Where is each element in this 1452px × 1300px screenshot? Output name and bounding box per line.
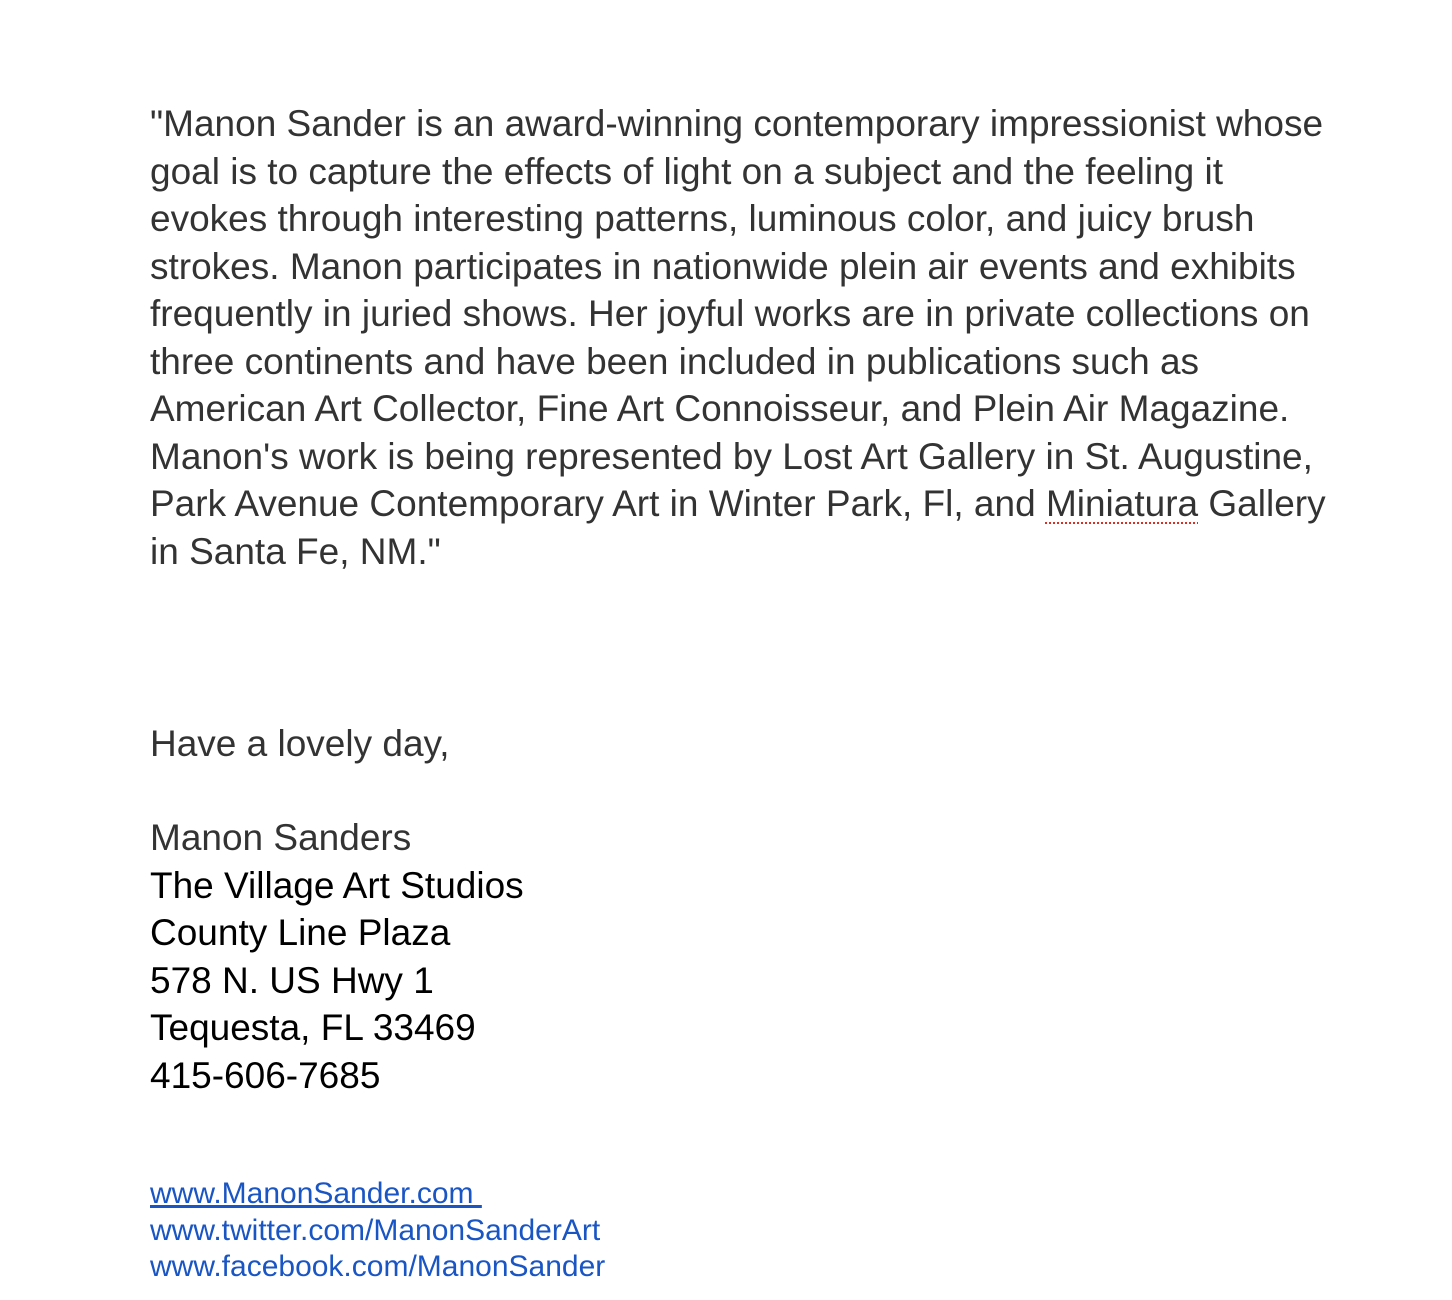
facebook-link[interactable]: www.facebook.com/ManonSander [150, 1250, 606, 1283]
signature-street: 578 N. US Hwy 1 [150, 959, 434, 1001]
bio-quote-paragraph [150, 100, 1330, 575]
signature-links [150, 1176, 605, 1286]
bio-quote-text-end: Gallery in Santa Fe, NM." [150, 483, 1326, 572]
signature-block [150, 814, 524, 1099]
signature-plaza: County Line Plaza [150, 912, 451, 953]
signature-name: Manon Sanders [150, 817, 412, 858]
signature-city: Tequesta, FL 33469 [150, 1007, 476, 1048]
signature-studio: The Village Art Studios [150, 864, 524, 906]
signature-phone: 415-606-7685 [150, 1054, 381, 1096]
email-body [150, 100, 1330, 1283]
closing-line: Have a lovely day, [150, 723, 450, 764]
misspelled-word[interactable]: Miniatura [1045, 483, 1199, 524]
website-link[interactable]: www.ManonSander.com [150, 1177, 482, 1210]
bio-quote-text: "Manon Sander is an award-winning contemporary impressionist whose goal is to capture the effects of light on a subject and the feeling it evokes through interesting patterns, luminous color, and juicy brush strokes. Manon participates in nationwide plein air events and exhibits frequently in juried shows. Her joyful works are in private collections on three continents and have been included in publications such as American Art Collector, Fine Art Connoisseur, and Plein Air Magazine. Manon's work is being represented by Lost Art Gallery in St. Augustine, Park Avenue Contemporary Art in Winter Park, Fl, and [150, 103, 1324, 524]
twitter-link[interactable]: www.twitter.com/ManonSanderArt [150, 1213, 601, 1247]
